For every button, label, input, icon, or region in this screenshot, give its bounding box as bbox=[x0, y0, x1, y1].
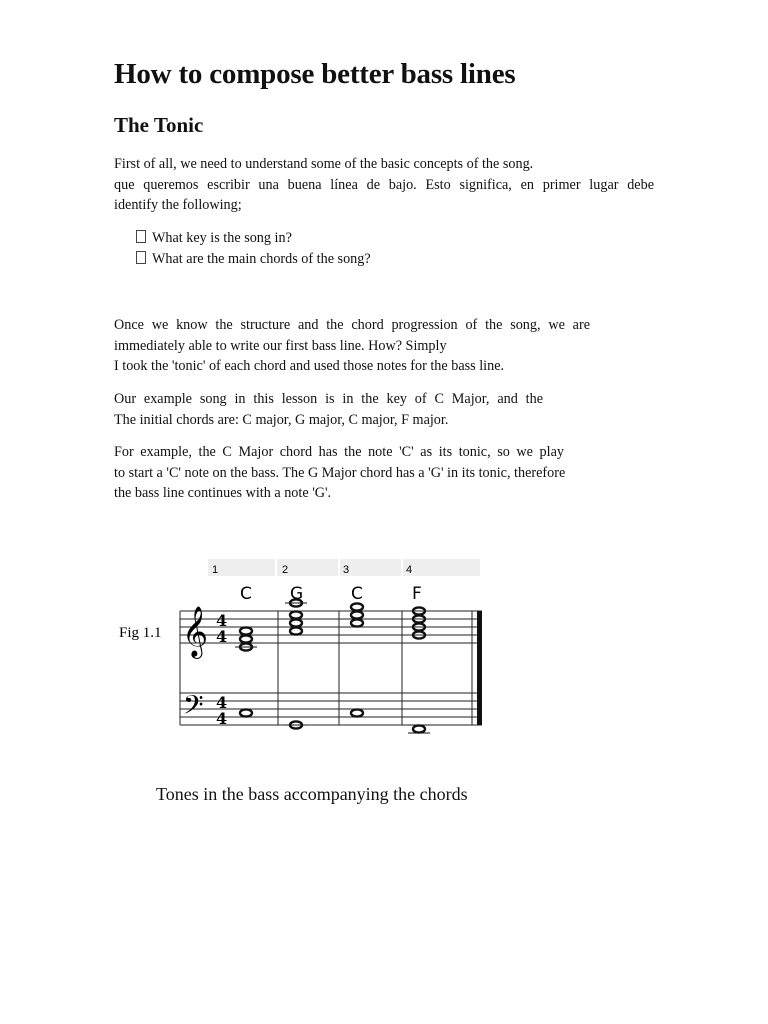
chord-symbol: F bbox=[412, 584, 422, 604]
example-paragraph bbox=[114, 442, 564, 504]
figure-label: Fig 1.1 bbox=[119, 625, 162, 641]
whole-note bbox=[290, 611, 302, 618]
chord-notes-m4 bbox=[413, 607, 425, 638]
score-figure bbox=[110, 552, 560, 767]
page-title: How to compose better bass lines bbox=[114, 58, 516, 90]
whole-note bbox=[351, 603, 363, 610]
checkbox-glyph-icon bbox=[136, 230, 146, 243]
bass-note bbox=[240, 709, 252, 716]
time-signature-top: 4 bbox=[216, 693, 228, 712]
measure-number: 4 bbox=[406, 564, 413, 576]
key-paragraph bbox=[114, 389, 543, 430]
text-line: Our example song in this lesson is in the key of C Major, and the bbox=[114, 391, 543, 407]
measure-number: 1 bbox=[212, 564, 219, 576]
whole-note bbox=[240, 635, 252, 642]
list-item bbox=[136, 228, 371, 249]
time-signature-bottom: 4 bbox=[216, 627, 228, 646]
list-item-text: What are the main chords of the song? bbox=[152, 251, 371, 267]
chord-notes-m2 bbox=[285, 599, 307, 634]
text-line: to start a 'C' note on the bass. The G Major chord has a 'G' in its tonic, therefore bbox=[114, 464, 566, 481]
checkbox-glyph-icon bbox=[136, 251, 146, 264]
whole-note bbox=[351, 619, 363, 626]
text-line: identify the following; bbox=[114, 197, 242, 214]
intro-paragraph bbox=[114, 154, 654, 216]
final-bar-thick bbox=[477, 611, 482, 725]
text-line: The initial chords are: C major, G major, C major, F major. bbox=[114, 411, 449, 428]
chord-symbol: C bbox=[240, 584, 252, 604]
time-signature-bottom: 4 bbox=[216, 709, 228, 728]
whole-note bbox=[240, 627, 252, 634]
bass-note bbox=[413, 725, 425, 732]
structure-paragraph bbox=[114, 315, 590, 377]
whole-note bbox=[351, 611, 363, 618]
chord-symbol: G bbox=[290, 584, 304, 604]
chord-notes-m1 bbox=[235, 627, 257, 650]
treble-clef-icon: 𝄞 bbox=[182, 606, 209, 657]
text-line: immediately able to write our first bass line. How? Simply bbox=[114, 337, 447, 354]
question-list bbox=[136, 228, 371, 270]
bass-note bbox=[351, 709, 363, 716]
text-line: I took the 'tonic' of each chord and used those notes for the bass line. bbox=[114, 358, 505, 375]
list-item bbox=[136, 249, 371, 270]
text-line: Once we know the structure and the chord progression of the song, we are bbox=[114, 317, 590, 333]
chord-symbol: C bbox=[351, 584, 363, 604]
text-line: que queremos escribir una buena línea de bajo. Esto significa, en primer lugar debe bbox=[114, 176, 654, 193]
time-signature-top: 4 bbox=[216, 611, 228, 630]
bass-clef-icon: 𝄢 bbox=[183, 689, 204, 727]
list-item-text: What key is the song in? bbox=[152, 230, 292, 246]
chord-notes-m3 bbox=[351, 603, 363, 626]
section-heading: The Tonic bbox=[114, 113, 204, 137]
measure-number: 3 bbox=[343, 564, 350, 576]
figure-caption: Tones in the bass accompanying the chords bbox=[156, 784, 468, 804]
text-line: the bass line continues with a note 'G'. bbox=[114, 485, 332, 502]
measure-number: 2 bbox=[282, 564, 289, 576]
text-line: First of all, we need to understand some of the basic concepts of the song. bbox=[114, 156, 534, 172]
whole-note bbox=[290, 627, 302, 634]
whole-note bbox=[290, 619, 302, 626]
text-line: For example, the C Major chord has the note 'C' as its tonic, so we play bbox=[114, 444, 564, 460]
